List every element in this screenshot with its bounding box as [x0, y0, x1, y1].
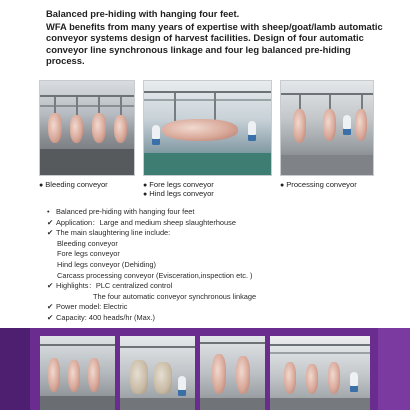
spec-capacity	[47, 313, 377, 324]
floor	[40, 396, 115, 410]
hanging-carcass	[68, 360, 80, 392]
overhead-rail	[40, 344, 115, 346]
hanging-carcass	[92, 113, 106, 143]
worker	[178, 376, 186, 396]
spec-main-line-title: The main slaughtering line include:	[56, 228, 171, 238]
overhead-rail	[120, 346, 195, 348]
bullet-dot: ●	[280, 182, 285, 189]
hanging-carcass	[114, 115, 127, 143]
worker	[350, 372, 358, 392]
spec-power-text: Power model: Electric	[56, 302, 128, 312]
intro-text	[46, 8, 391, 67]
four-leg-carcass	[162, 119, 238, 141]
overhead-rail	[144, 99, 271, 101]
hanging-carcass	[236, 356, 250, 394]
bullet-dot: ●	[143, 182, 148, 189]
bottom-photo-1	[40, 336, 115, 410]
spec-highlights	[47, 281, 377, 292]
check-icon: ✔	[47, 217, 54, 227]
hanging-carcass	[70, 115, 83, 143]
check-icon: ✔	[47, 312, 54, 322]
spec-power	[47, 302, 377, 313]
hanging-carcass	[88, 358, 100, 392]
worker	[343, 115, 351, 135]
hanging-sheep	[154, 362, 172, 394]
bottom-photo-2	[120, 336, 195, 410]
work-platform	[281, 155, 373, 175]
bullet-dot: ●	[143, 191, 148, 198]
floor	[270, 398, 370, 410]
intro-description: WFA benefits from many years of expertise with sheep/goat/lamb automatic conveyor systems design of harvest facilities. Design of four automatic conveyor line synchronous linkage and four leg balanced pre-hiding process.	[46, 20, 383, 66]
spec-main-line-item: Bleeding conveyor	[57, 238, 118, 248]
overhead-rail	[281, 93, 373, 95]
spec-feature-text: Balanced pre-hiding with hanging four feet	[56, 207, 195, 216]
hanging-carcass	[212, 354, 226, 394]
spec-highlights-text: Highlights：PLC centralized control	[56, 281, 173, 291]
spec-main-line-item: Carcass processing conveyor (Evisceration,inspection etc. )	[57, 270, 253, 280]
hanging-carcass	[293, 109, 306, 143]
spec-highlights-more: The four automatic conveyor synchronous linkage	[93, 291, 257, 301]
floor	[120, 398, 195, 410]
spec-application-text: Application：Large and medium sheep slaughterhouse	[56, 217, 236, 227]
hanging-carcass	[328, 362, 340, 394]
overhead-rail	[144, 91, 271, 93]
caption-hind-legs	[143, 189, 214, 200]
overhead-rail	[270, 344, 370, 346]
check-icon: ✔	[47, 281, 54, 291]
spec-main-line-item: Hind legs conveyor (Dehiding)	[57, 259, 157, 269]
spec-main-line-item: Fore legs conveyor	[57, 249, 120, 259]
hanging-hook	[120, 97, 122, 117]
caption-bleeding-label: Bleeding conveyor	[45, 180, 108, 189]
hanging-hook	[76, 97, 78, 117]
worker	[152, 125, 160, 145]
bleeding-conveyor-photo	[39, 80, 135, 176]
caption-fore-legs-label: Fore legs conveyor	[149, 180, 214, 189]
bullet-dot: ●	[39, 182, 44, 189]
hanging-carcass	[306, 364, 318, 394]
legs-conveyor-photo	[143, 80, 272, 176]
bottom-photo-3	[200, 336, 265, 410]
bullet-dot: •	[47, 207, 50, 216]
caption-hind-legs-label: Hind legs conveyor	[149, 189, 214, 198]
spec-application	[47, 218, 377, 229]
spec-main-line	[47, 228, 377, 239]
hanging-carcass	[284, 362, 296, 394]
worker	[248, 121, 256, 141]
overhead-rail	[270, 352, 370, 354]
overhead-rail	[200, 342, 265, 344]
intro-headline: Balanced pre-hiding with hanging four feet.	[46, 8, 240, 19]
band-accent-right	[378, 328, 410, 410]
hanging-carcass	[323, 109, 336, 141]
check-icon: ✔	[47, 228, 54, 238]
caption-processing	[280, 180, 357, 191]
spec-feature	[47, 207, 377, 218]
caption-processing-label: Processing conveyor	[286, 180, 357, 189]
hanging-sheep	[130, 360, 148, 394]
spec-list	[47, 207, 377, 324]
check-icon: ✔	[47, 302, 54, 312]
bottom-photo-band	[0, 328, 410, 410]
hanging-hook	[174, 93, 176, 121]
bleeding-trough	[40, 149, 134, 175]
band-accent-left	[0, 328, 30, 410]
green-platform	[144, 153, 271, 175]
processing-conveyor-photo	[280, 80, 374, 176]
bottom-photo-4	[270, 336, 370, 410]
spec-capacity-text: Capacity: 400 heads/hr (Max.)	[56, 312, 155, 322]
floor	[200, 398, 265, 410]
hanging-carcass	[355, 109, 367, 141]
hanging-carcass	[48, 358, 60, 392]
hanging-carcass	[48, 113, 62, 143]
caption-bleeding	[39, 180, 108, 191]
